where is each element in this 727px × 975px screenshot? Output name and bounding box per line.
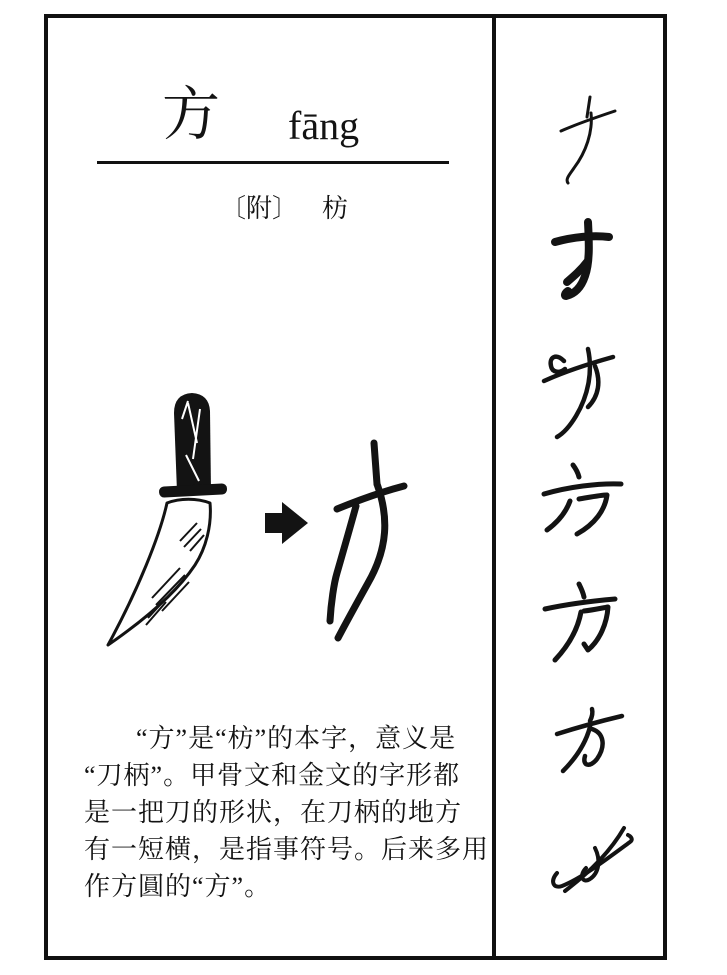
variant-bracket-label: 〔附〕 [220, 194, 299, 223]
script-evolution-glyph-clerical [540, 461, 625, 539]
script-evolution-glyph-bronze [543, 214, 627, 314]
script-evolution-glyph-cursive [546, 822, 638, 898]
variant-character: 枋 [322, 194, 349, 223]
etymology-note [84, 720, 490, 905]
pinyin: fāng [288, 103, 360, 148]
script-evolution-glyph-oracle-bone [545, 90, 625, 190]
ancient-script-glyph [330, 443, 404, 638]
variant-row [220, 195, 348, 224]
script-evolution-glyph-regular [540, 581, 620, 665]
script-evolution-glyph-seal [538, 340, 620, 440]
knife-guard [159, 483, 227, 498]
column-divider [492, 18, 496, 956]
knife-drawing [108, 393, 227, 645]
note-line: 有一短横，是指事符号。后来多用 [84, 835, 490, 864]
headword-character: 方 [162, 82, 221, 147]
note-line: “方”是“枋”的本字，意义是 [136, 724, 457, 753]
script-evolution-glyph-running [551, 706, 627, 778]
knife-handle [174, 393, 211, 492]
knife-blade [108, 499, 210, 645]
note-line: 是一把刀的形状，在刀柄的地方 [84, 798, 463, 827]
etymology-illustration [100, 385, 420, 670]
note-line: “刀柄”。甲骨文和金文的字形都 [84, 761, 461, 790]
note-line: 作方圓的“方”。 [84, 872, 272, 901]
right-arrow-icon [265, 502, 308, 544]
title-underline [97, 161, 449, 164]
